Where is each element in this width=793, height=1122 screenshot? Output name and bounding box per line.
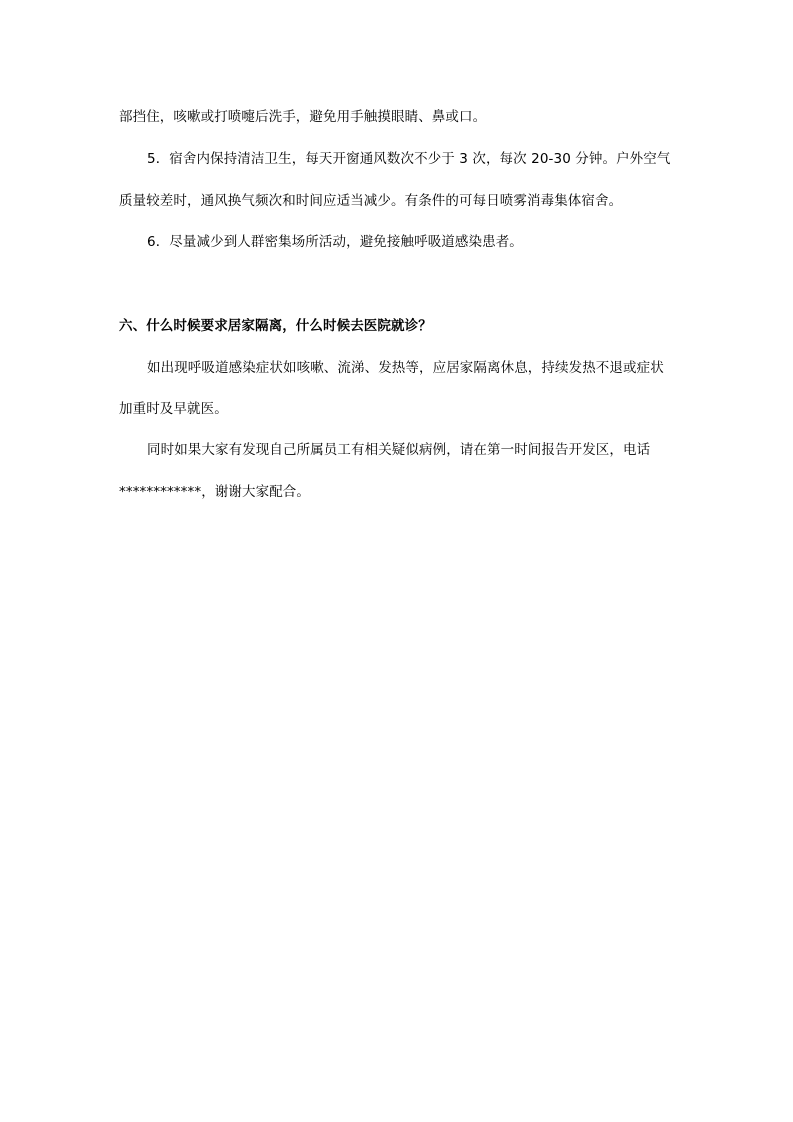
paragraph-line: ************，谢谢大家配合。 bbox=[119, 484, 310, 500]
section-heading: 六、什么时候要求居家隔离，什么时候去医院就诊？ bbox=[119, 318, 432, 334]
paragraph-line: 如出现呼吸道感染症状如咳嗽、流涕、发热等，应居家隔离休息，持续发热不退或症状 bbox=[147, 360, 664, 376]
paragraph-line: 5．宿舍内保持清洁卫生，每天开窗通风数次不少于 3 次，每次 20-30 分钟。户外空气 bbox=[147, 151, 671, 167]
paragraph-line: 同时如果大家有发现自己所属员工有相关疑似病例，请在第一时间报告开发区，电话 bbox=[147, 442, 651, 458]
paragraph-line: 部挡住，咳嗽或打喷嚏后洗手，避免用手触摸眼睛、鼻或口。 bbox=[119, 109, 487, 125]
paragraph-line: 质量较差时，通风换气频次和时间应适当减少。有条件的可每日喷雾消毒集体宿舍。 bbox=[119, 193, 623, 209]
paragraph-line: 加重时及早就医。 bbox=[119, 401, 228, 417]
paragraph-line: 6．尽量减少到人群密集场所活动，避免接触呼吸道感染患者。 bbox=[147, 234, 523, 250]
